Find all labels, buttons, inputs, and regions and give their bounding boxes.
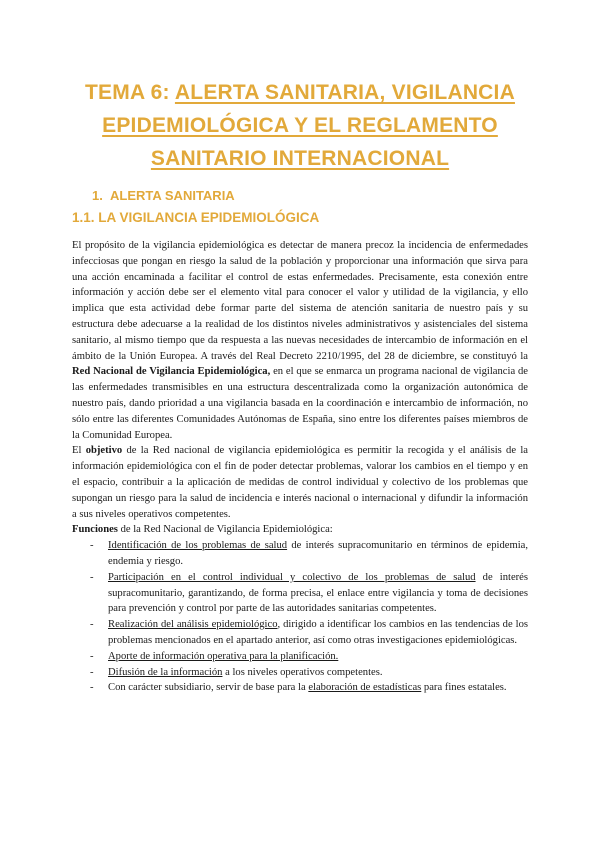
- paragraph-purpose-text-a: El propósito de la vigilancia epidemiológica es detectar de manera precoz la incidencia de enfermedades infecciosas que pongan en riesgo la salud de la población y proporcionar una información que sirva para una acción encaminada a facilitar el control de estas enfermedades. Precisamente, esta conexión entre información y acción debe ser el elemento vital para conocer el valor y utilidad de la vigilancia, y ello implica que esta actividad debe formar parte del sistema de atención sanitaria de nuestro país y su estructura debe adecuarse a la realidad de los distintos niveles administrativos y asistenciales del sistema sanitario, al mismo tiempo que da respuesta a las nuevas necesidades de intercambio de información en el ámbito de la Unión Europea. A través del Real Decreto 2210/1995, del 28 de diciembre, se constituyó la: [72, 240, 528, 362]
- paragraph-functions: [72, 522, 528, 538]
- list-item-rest: de interés supracomunitario, garantizando, de forma precisa, el enlace entre vigilancia y toma de decisiones para prevención y control por parte de las autoridades sanitarias competentes.: [108, 571, 528, 615]
- paragraph-purpose-bold: Red Nacional de Vigilancia Epidemiológica,: [72, 366, 271, 378]
- list-dash: -: [90, 682, 94, 694]
- title-text: ALERTA SANITARIA, VIGILANCIA EPIDEMIOLÓGICA Y EL REGLAMENTO SANITARIO INTERNACIONAL: [102, 81, 515, 170]
- list-item: [72, 570, 528, 617]
- list-item-rest: para fines estatales.: [421, 682, 507, 694]
- list-item: [72, 617, 528, 649]
- list-item-rest: de interés supracomunitario en términos de epidemia, endemia y riesgo.: [108, 540, 528, 567]
- list-dash: -: [90, 650, 94, 662]
- paragraph-functions-text: de la Red Nacional de Vigilancia Epidemiológica:: [117, 524, 333, 536]
- list-dash: -: [90, 540, 94, 552]
- section-number: 1.: [92, 188, 103, 203]
- list-item-underlined: Participación en el control individual y colectivo de los problemas de salud: [108, 571, 476, 583]
- paragraph-objective-text-a: El: [72, 445, 86, 457]
- list-item-underlined: elaboración de estadísticas: [308, 682, 422, 694]
- subsection-heading-1-1: 1.1. LA VIGILANCIA EPIDEMIOLÓGICA: [72, 210, 320, 225]
- section-heading-1: [92, 188, 235, 203]
- list-item-underlined: Aporte de información operativa para la planificación.: [108, 650, 339, 662]
- section-label: ALERTA SANITARIA: [110, 188, 235, 203]
- paragraph-purpose: [72, 238, 528, 443]
- list-item: [72, 538, 528, 570]
- list-item-rest: a los niveles operativos competentes.: [222, 666, 383, 678]
- page-title: [60, 76, 540, 175]
- list-item-underlined: Identificación de los problemas de salud: [108, 540, 288, 552]
- paragraph-objective-text-b: de la Red nacional de vigilancia epidemiológica es permitir la recogida y el análisis de la información epidemiológica con el fin de poder detectar problemas, valorar los cambios en el tiempo y en el espacio, contribuir a la aplicación de medidas de control individual y colectivo de los problemas que supongan un riesgo para la salud de incidencia e interés nacional o internacional y difundir la información a sus niveles operativos competentes.: [72, 445, 528, 520]
- list-item-underlined: Realización del análisis epidemiológico: [108, 619, 278, 631]
- paragraph-functions-bold: Funciones: [72, 524, 118, 536]
- list-item: [72, 649, 528, 665]
- paragraph-objective-bold: objetivo: [85, 445, 123, 457]
- list-item: [72, 665, 528, 681]
- body-text: [72, 238, 528, 696]
- list-dash: -: [90, 571, 94, 583]
- functions-list: [72, 538, 528, 696]
- paragraph-purpose-text-b: en el que se enmarca un programa nacional de vigilancia de las enfermedades transmisibles en una estructura descentralizada como la organización autonómica de nuestro país, dando prioridad a una vigilancia basada en la coordinación e intercambio de información, no sólo entre las diferentes Comunidades Autónomas de España, sino entre los diferentes países miembros de la Comunidad Europea.: [72, 366, 528, 441]
- list-item-rest: , dirigido a identificar los cambios en las tendencias de los problemas mencionados en el apartado anterior, así como otras investigaciones epidemiológicas.: [108, 619, 528, 646]
- list-item-pre: Con carácter subsidiario, servir de base para la: [108, 682, 309, 694]
- list-dash: -: [90, 666, 94, 678]
- list-item-underlined: Difusión de la información: [108, 666, 223, 678]
- paragraph-objective: [72, 443, 528, 522]
- list-dash: -: [90, 619, 94, 631]
- list-item: [72, 680, 528, 696]
- title-prefix: TEMA 6:: [85, 81, 175, 104]
